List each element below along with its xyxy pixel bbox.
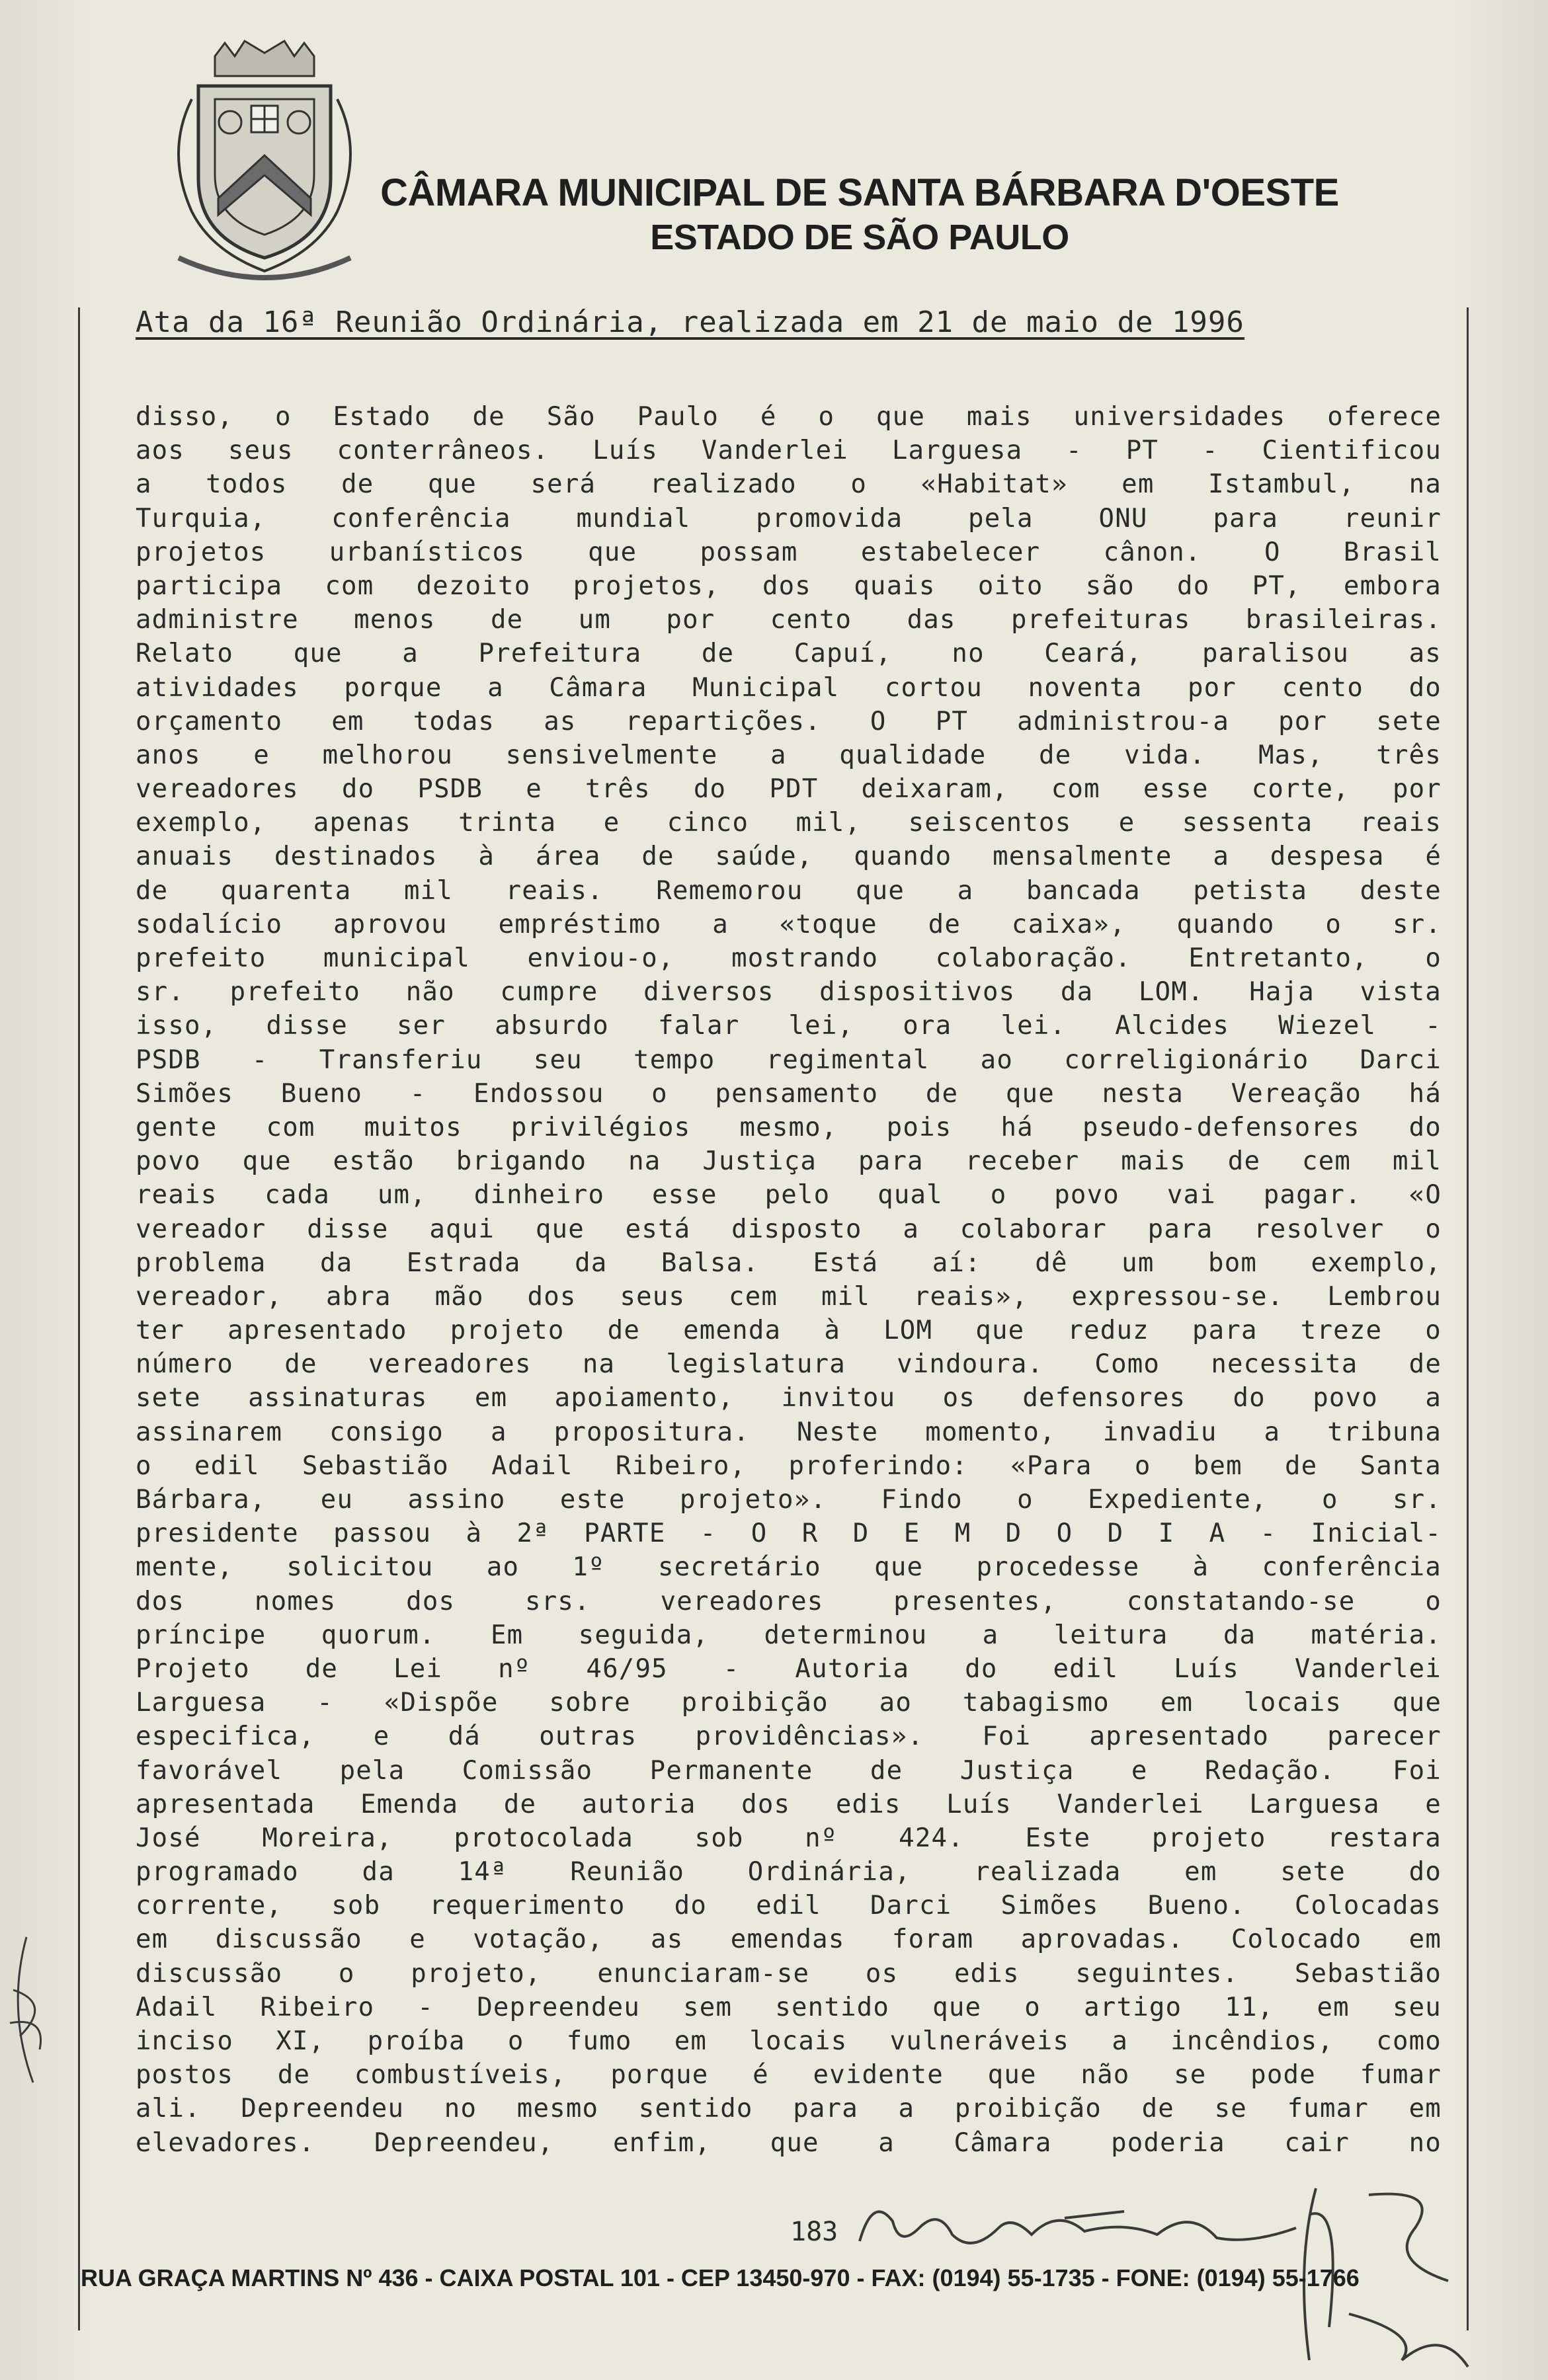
body-line: Relato que a Prefeitura de Capuí, no Ceará, paralisou as — [136, 639, 1442, 669]
page-number: 183 — [790, 2217, 838, 2247]
body-line: a todos de que será realizado o «Habitat» em Istambul, na — [136, 469, 1442, 500]
body-line: vereador, abra mão dos seus cem mil reais», expressou-se. Lembrou — [136, 1281, 1442, 1312]
body-line: elevadores. Depreendeu, enfim, que a Câmara poderia cair no — [136, 2127, 1442, 2158]
body-line: vereadores do PSDB e três do PDT deixaram, com esse corte, por — [136, 774, 1442, 805]
body-line: aos seus conterrâneos. Luís Vanderlei Larguesa - PT - Cientificou — [136, 436, 1442, 466]
body-line: orçamento em todas as repartições. O PT administrou-a por sete — [136, 706, 1442, 736]
body-line: isso, disse ser absurdo falar lei, ora lei. Alcides Wiezel - — [136, 1011, 1442, 1041]
state-name: ESTADO DE SÃO PAULO — [650, 218, 1069, 257]
institution-name: CÂMARA MUNICIPAL DE SANTA BÁRBARA D'OESTE — [380, 171, 1339, 214]
body-line: Bárbara, eu assino este projeto». Findo o Expediente, o sr. — [136, 1485, 1442, 1515]
body-line: problema da Estrada da Balsa. Está aí: dê um bom exemplo, — [136, 1248, 1442, 1278]
left-margin-rule — [78, 307, 80, 2330]
body-line: anos e melhorou sensivelmente a qualidade de vida. Mas, três — [136, 740, 1442, 770]
body-line: reais cada um, dinheiro esse pelo qual o povo vai pagar. «O — [136, 1180, 1442, 1210]
body-line: de quarenta mil reais. Rememorou que a bancada petista deste — [136, 875, 1442, 906]
body-line: administre menos de um por cento das prefeituras brasileiras. — [136, 605, 1442, 635]
body-line: ali. Depreendeu no mesmo sentido para a proibição de se fumar em — [136, 2094, 1442, 2124]
body-line: favorável pela Comissão Permanente de Justiça e Redação. Foi — [136, 1755, 1442, 1786]
body-line: postos de combustíveis, porque é evidente que não se pode fumar — [136, 2060, 1442, 2090]
body-line: príncipe quorum. Em seguida, determinou a leitura da matéria. — [136, 1620, 1442, 1650]
body-line: exemplo, apenas trinta e cinco mil, seiscentos e sessenta reais — [136, 808, 1442, 838]
body-line: sr. prefeito não cumpre diversos dispositivos da LOM. Haja vista — [136, 977, 1442, 1008]
body-line: sete assinaturas em apoiamento, invitou os defensores do povo a — [136, 1383, 1442, 1413]
body-line: programado da 14ª Reunião Ordinária, realizada em sete do — [136, 1857, 1442, 1887]
body-line: ter apresentado projeto de emenda à LOM que reduz para treze o — [136, 1316, 1442, 1346]
body-line: gente com muitos privilégios mesmo, pois há pseudo-defensores do — [136, 1112, 1442, 1142]
body-line: discussão o projeto, enunciaram-se os edis seguintes. Sebastião — [136, 1958, 1442, 1989]
body-line: dos nomes dos srs. vereadores presentes, constatando-se o — [136, 1586, 1442, 1616]
body-line: anuais destinados à área de saúde, quando mensalmente a despesa é — [136, 842, 1442, 872]
body-line: assinarem consigo a propositura. Neste momento, invadiu a tribuna — [136, 1417, 1442, 1447]
body-line: Projeto de Lei nº 46/95 - Autoria do edil Luís Vanderlei — [136, 1653, 1442, 1684]
body-line: atividades porque a Câmara Municipal cortou noventa por cento do — [136, 672, 1442, 703]
body-line: povo que estão brigando na Justiça para receber mais de cem mil — [136, 1146, 1442, 1177]
margin-rubric-icon — [0, 1930, 60, 2089]
body-line: Simões Bueno - Endossou o pensamento de que nesta Vereação há — [136, 1078, 1442, 1109]
body-line: Adail Ribeiro - Depreendeu sem sentido que o artigo 11, em seu — [136, 1992, 1442, 2022]
body-line: o edil Sebastião Adail Ribeiro, proferindo: «Para o bem de Santa — [136, 1450, 1442, 1481]
body-line: projetos urbanísticos que possam estabelecer cânon. O Brasil — [136, 537, 1442, 567]
body-line: especifica, e dá outras providências». Foi apresentado parecer — [136, 1722, 1442, 1752]
body-line: Larguesa - «Dispõe sobre proibição ao tabagismo em locais que — [136, 1688, 1442, 1718]
body-line: prefeito municipal enviou-o, mostrando colaboração. Entretanto, o — [136, 943, 1442, 973]
minutes-title: Ata da 16ª Reunião Ordinária, realizada em 21 de maio de 1996 — [136, 305, 1244, 339]
minutes-body — [136, 400, 1442, 2160]
footer-address: RUA GRAÇA MARTINS Nº 436 - CAIXA POSTAL 101 - CEP 13450-970 - FAX: (0194) 55-1735 - FONE: (0194) 55-1766 — [81, 2264, 1360, 2291]
body-line: Turquia, conferência mundial promovida pela ONU para reunir — [136, 503, 1442, 534]
right-margin-rule — [1467, 307, 1469, 2330]
body-line: presidente passou à 2ª PARTE - O R D E M D O D I A - Inicial- — [136, 1519, 1442, 1549]
body-line: disso, o Estado de São Paulo é o que mais universidades oferece — [136, 402, 1442, 432]
body-line: em discussão e votação, as emendas foram aprovadas. Colocado em — [136, 1924, 1442, 1955]
body-line: sodalício aprovou empréstimo a «toque de caixa», quando o sr. — [136, 909, 1442, 939]
body-line: inciso XI, proíba o fumo em locais vulneráveis a incêndios, como — [136, 2026, 1442, 2056]
body-line: mente, solicitou ao 1º secretário que procedesse à conferência — [136, 1552, 1442, 1583]
body-line: número de vereadores na legislatura vindoura. Como necessita de — [136, 1349, 1442, 1380]
coat-of-arms-icon — [152, 40, 377, 298]
body-line: José Moreira, protocolada sob nº 424. Este projeto restara — [136, 1823, 1442, 1853]
body-line: participa com dezoito projetos, dos quais oito são do PT, embora — [136, 571, 1442, 601]
body-line: vereador disse aqui que está disposto a colaborar para resolver o — [136, 1214, 1442, 1244]
body-line: corrente, sob requerimento do edil Darci Simões Bueno. Colocadas — [136, 1891, 1442, 1921]
body-line: apresentada Emenda de autoria dos edis Luís Vanderlei Larguesa e — [136, 1789, 1442, 1819]
body-line: PSDB - Transferiu seu tempo regimental ao correligionário Darci — [136, 1045, 1442, 1075]
handwritten-signature-icon — [846, 2182, 1309, 2268]
